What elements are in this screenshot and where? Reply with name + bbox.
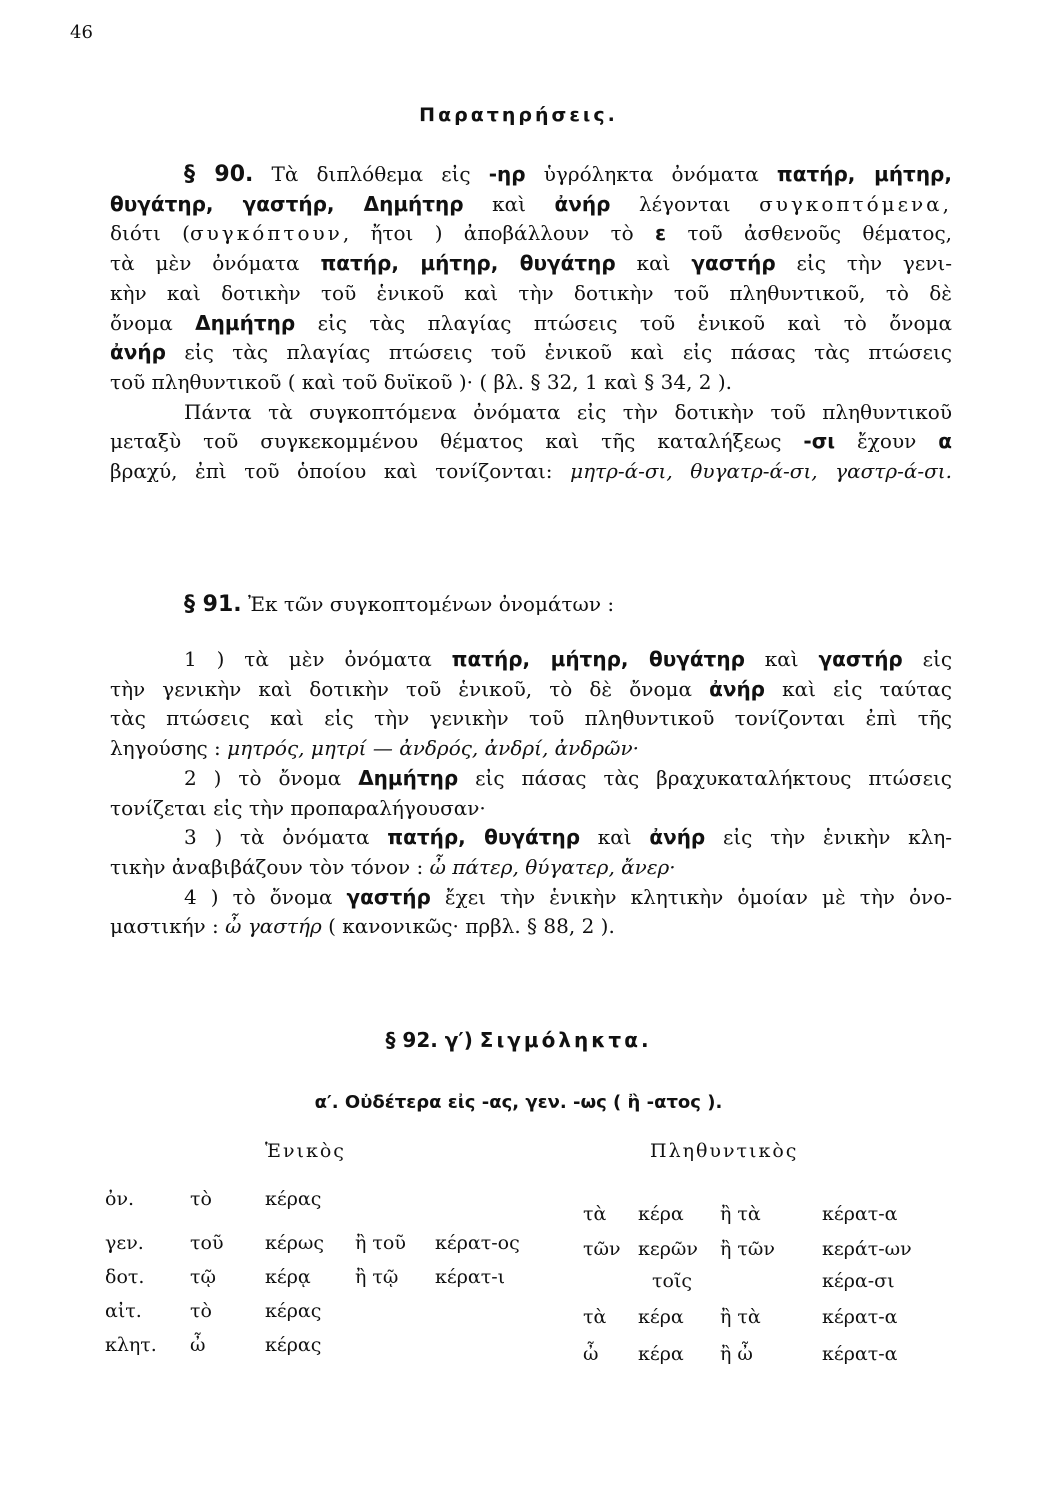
s90-line-4: τὰ μὲν ὀνόματα πατήρ, μήτηρ, θυγάτηρ καὶ γαστήρ εἰς τὴν γενι-: [110, 251, 952, 276]
section-title: Παρατηρήσεις.: [419, 104, 618, 126]
singular-cell-r4-c1: ὦ: [190, 1334, 206, 1356]
plural-cell-r3-c2: ἢ τὰ: [720, 1306, 761, 1328]
singular-cell-r3-c1: τὸ: [190, 1300, 212, 1322]
singular-cell-r0-c0: ὀν.: [105, 1188, 135, 1210]
section-92-heading: § 92. γ′) Σιγμόληκτα.: [385, 1028, 652, 1052]
plural-cell-r1-c3: κεράτ-ων: [822, 1238, 912, 1260]
s91-line-2: 1 ) τὰ μὲν ὀνόματα πατήρ, μήτηρ, θυγάτηρ καὶ γαστήρ εἰς: [184, 647, 953, 671]
plural-cell-r1-c2: ἢ τῶν: [720, 1238, 775, 1260]
singular-cell-r0-c1: τὸ: [190, 1188, 212, 1210]
plural-column-header: Πληθυντικὸς: [650, 1140, 799, 1162]
page-number: 46: [70, 22, 93, 43]
singular-cell-r4-c2: κέρας: [265, 1334, 322, 1356]
plural-cell-r4-c0: ὦ: [583, 1343, 599, 1365]
plural-cell-r2-c3: κέρα-σι: [822, 1270, 895, 1292]
singular-cell-r2-c0: δοτ.: [105, 1266, 145, 1288]
s90-line-6: ὄνομα Δημήτηρ εἰς τὰς πλαγίας πτώσεις τοῦ ἑνικοῦ καὶ τὸ ὄνομα: [110, 310, 952, 335]
plural-cell-r3-c3: κέρατ-α: [822, 1306, 898, 1328]
s91-line-6: 2 ) τὸ ὄνομα Δημήτηρ εἰς πάσας τὰς βραχυκαταλήκτους πτώσεις: [184, 765, 952, 790]
plural-cell-r0-c3: κέρατ-α: [822, 1203, 898, 1225]
s90-line-7: ἀνήρ εἰς τὰς πλαγίας πτώσεις τοῦ ἑνικοῦ καὶ εἰς πάσας τὰς πτώσεις: [110, 340, 952, 365]
s91-line-10: 4 ) τὸ ὄνομα γαστήρ ἔχει τὴν ἑνικὴν κλητικὴν ὁμοίαν μὲ τὴν ὀνο-: [184, 884, 952, 909]
plural-cell-r0-c0: τὰ: [583, 1203, 607, 1225]
plural-cell-r1-c1: κερῶν: [638, 1238, 698, 1260]
s90-line-2: θυγάτηρ, γαστήρ, Δημήτηρ καὶ ἀνήρ λέγονται συγκοπτόμενα,: [110, 191, 953, 216]
singular-cell-r1-c0: γεν.: [105, 1232, 144, 1254]
s90-line-10: μεταξὺ τοῦ συγκεκομμένου θέματος καὶ τῆς καταλήξεως -σι ἔχουν α: [110, 429, 952, 454]
s91-line-1: § 91. Ἐκ τῶν συγκοπτομένων ὀνομάτων :: [184, 592, 615, 617]
plural-cell-r4-c3: κέρατ-α: [822, 1343, 898, 1365]
singular-cell-r3-c2: κέρας: [265, 1300, 322, 1322]
plural-cell-r0-c2: ἢ τὰ: [720, 1203, 761, 1225]
section-92-subheading: α′. Οὐδέτερα εἰς -ας, γεν. -ως ( ἢ -ατος ).: [314, 1092, 723, 1113]
plural-cell-r3-c0: τὰ: [583, 1306, 607, 1328]
plural-cell-r3-c1: κέρα: [638, 1306, 684, 1328]
singular-cell-r3-c0: αἰτ.: [105, 1300, 142, 1322]
singular-cell-r1-c2: κέρως: [265, 1232, 325, 1254]
s91-line-9: τικὴν ἀναβιβάζουν τὸν τόνον : ὦ πάτερ, θύγατερ, ἄνερ·: [110, 854, 676, 879]
s90-line-5: κὴν καὶ δοτικὴν τοῦ ἑνικοῦ καὶ τὴν δοτικὴν τοῦ πληθυντικοῦ, τὸ δὲ: [110, 280, 952, 305]
singular-cell-r0-c2: κέρας: [265, 1188, 322, 1210]
s90-line-3: διότι (συγκόπτουν, ἤτοι ) ἀποβάλλουν τὸ ε τοῦ ἀσθενοῦς θέματος,: [110, 221, 952, 246]
plural-cell-r1-c0: τῶν: [583, 1238, 621, 1260]
section-90: [110, 160, 952, 487]
singular-cell-r1-c1: τοῦ: [190, 1232, 224, 1254]
singular-cell-r2-c2: κέρᾳ: [265, 1266, 311, 1288]
plural-cell-r4-c1: κέρα: [638, 1343, 684, 1365]
plural-cell-r0-c1: κέρα: [638, 1203, 684, 1225]
section-91: [110, 590, 952, 620]
singular-cell-r1-c3: ἢ τοῦ: [355, 1232, 406, 1254]
s90-line-9: Πάντα τὰ συγκοπτόμενα ὀνόματα εἰς τὴν δοτικὴν τοῦ πληθυντικοῦ: [184, 399, 952, 424]
s90-line-8: τοῦ πληθυντικοῦ ( καὶ τοῦ δυϊκοῦ )· ( βλ. § 32, 1 καὶ § 34, 2 ).: [110, 369, 733, 394]
singular-cell-r4-c0: κλητ.: [105, 1334, 157, 1356]
s90-line-1: § 90. Τὰ διπλόθεμα εἰς -ηρ ὑγρόληκτα ὀνόματα πατήρ, μήτηρ,: [184, 162, 952, 187]
s91-line-11: μαστικήν : ὦ γαστήρ ( κανονικῶς· πρβλ. § 88, 2 ).: [110, 914, 615, 939]
s91-line-3: τὴν γενικὴν καὶ δοτικὴν τοῦ ἑνικοῦ, τὸ δὲ ὄνομα ἀνήρ καὶ εἰς ταύτας: [110, 676, 953, 701]
s91-line-8: 3 ) τὰ ὀνόματα πατήρ, θυγάτηρ καὶ ἀνήρ εἰς τὴν ἑνικὴν κλη-: [184, 825, 953, 850]
plural-cell-r4-c2: ἢ ὦ: [720, 1343, 753, 1365]
singular-cell-r2-c3: ἢ τῷ: [355, 1266, 399, 1288]
s91-line-7: τονίζεται εἰς τὴν προπαραλήγουσαν·: [110, 795, 486, 820]
singular-column-header: Ἑνικὸς: [265, 1140, 346, 1162]
singular-cell-r2-c1: τῷ: [190, 1266, 217, 1288]
s90-line-11: βραχύ, ἐπὶ τοῦ ὁποίου καὶ τονίζονται: μητρ-ά-σι, θυγατρ-ά-σι, γαστρ-ά-σι.: [110, 459, 952, 484]
singular-cell-r2-c4: κέρατ-ι: [435, 1266, 506, 1288]
s91-line-4: τὰς πτώσεις καὶ εἰς τὴν γενικὴν τοῦ πληθυντικοῦ τονίζονται ἐπὶ τῆς: [110, 706, 952, 731]
s91-line-5: ληγούσης : μητρός, μητρί — ἀνδρός, ἀνδρί, ἀνδρῶν·: [110, 736, 639, 761]
singular-cell-r1-c4: κέρατ-ος: [435, 1232, 520, 1254]
section-91-body: [110, 645, 952, 942]
plural-cell-r2-c2: τοῖς: [652, 1270, 693, 1292]
